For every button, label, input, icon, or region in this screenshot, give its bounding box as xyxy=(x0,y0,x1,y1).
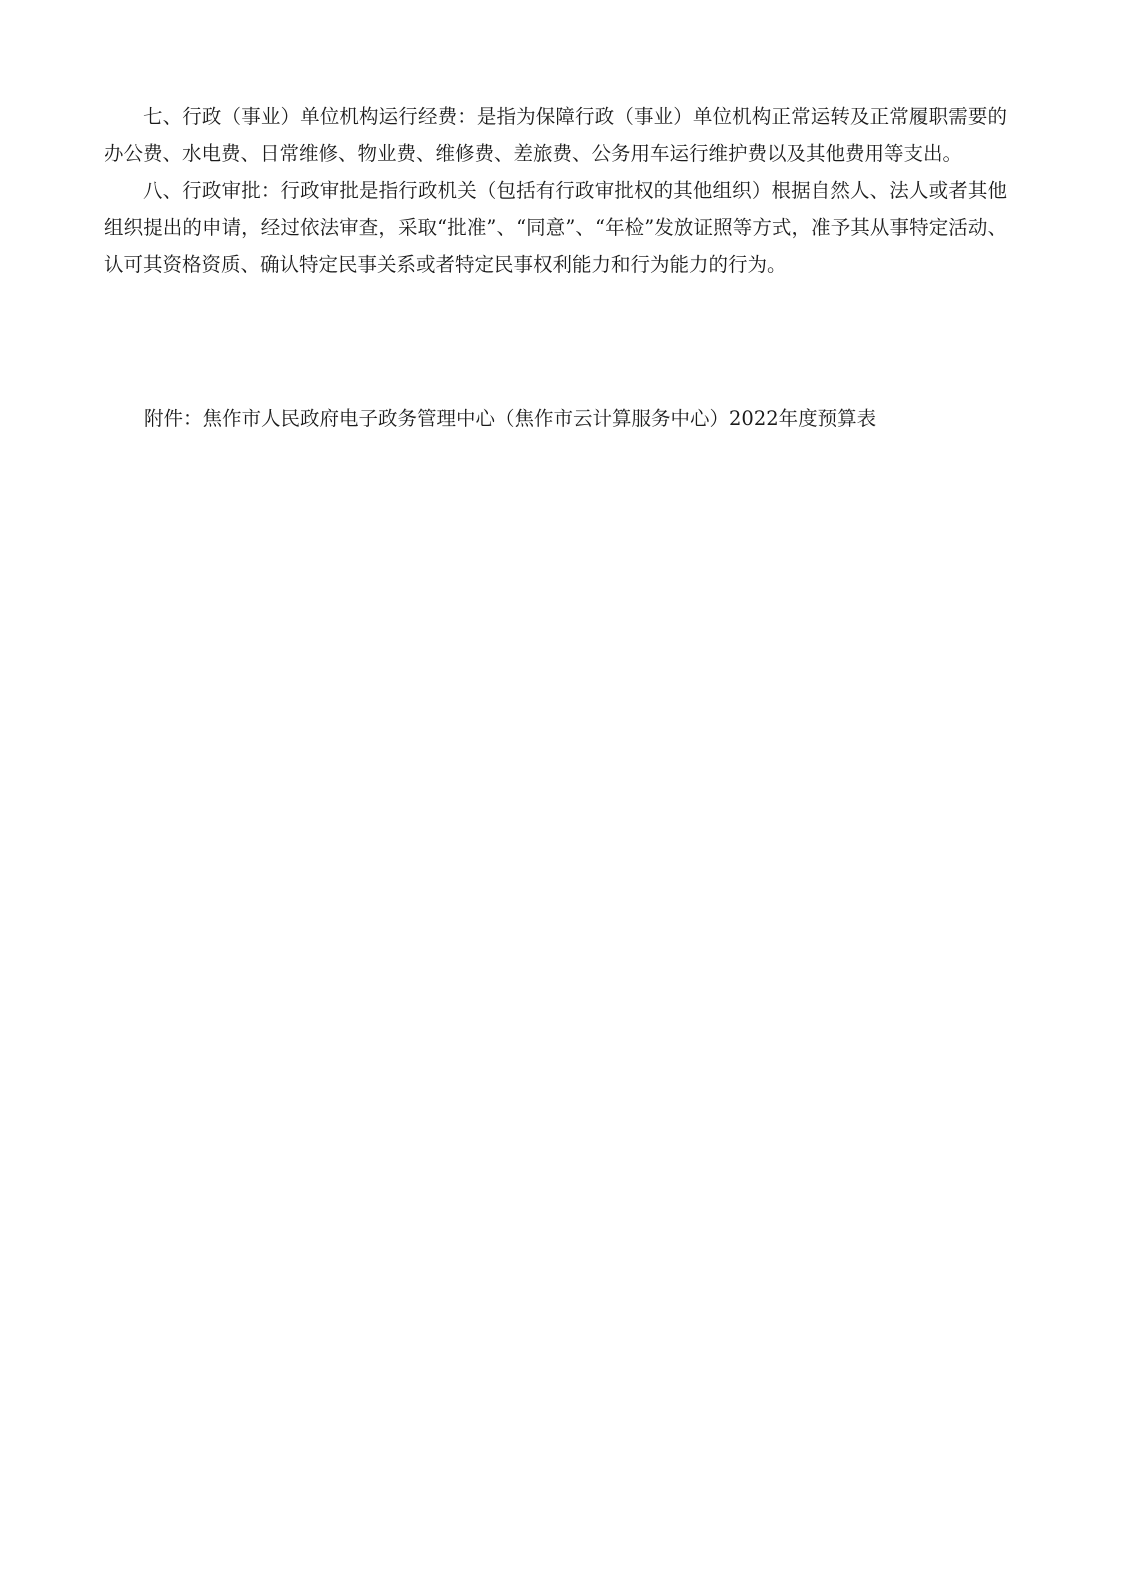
attachment-note: 附件：焦作市人民政府电子政务管理中心（焦作市云计算服务中心）2022年度预算表 xyxy=(144,407,877,430)
paragraph-administrative-approval: 八、行政审批：行政审批是指行政机关（包括有行政审批权的其他组织）根据自然人、法人或者其他组织提出的申请，经过依法审查，采取“批准”、“同意”、“年检”发放证照等方式，准予其从事特定活动、认可其资格资质、确认特定民事关系或者特定民事权利能力和行为能力的行为。 xyxy=(104,179,1007,276)
paragraph-administrative-operating-expenses: 七、行政（事业）单位机构运行经费：是指为保障行政（事业）单位机构正常运转及正常履职需要的办公费、水电费、日常维修、物业费、维修费、差旅费、公务用车运行维护费以及其他费用等支出。 xyxy=(104,105,1007,165)
document-body xyxy=(104,98,1007,283)
